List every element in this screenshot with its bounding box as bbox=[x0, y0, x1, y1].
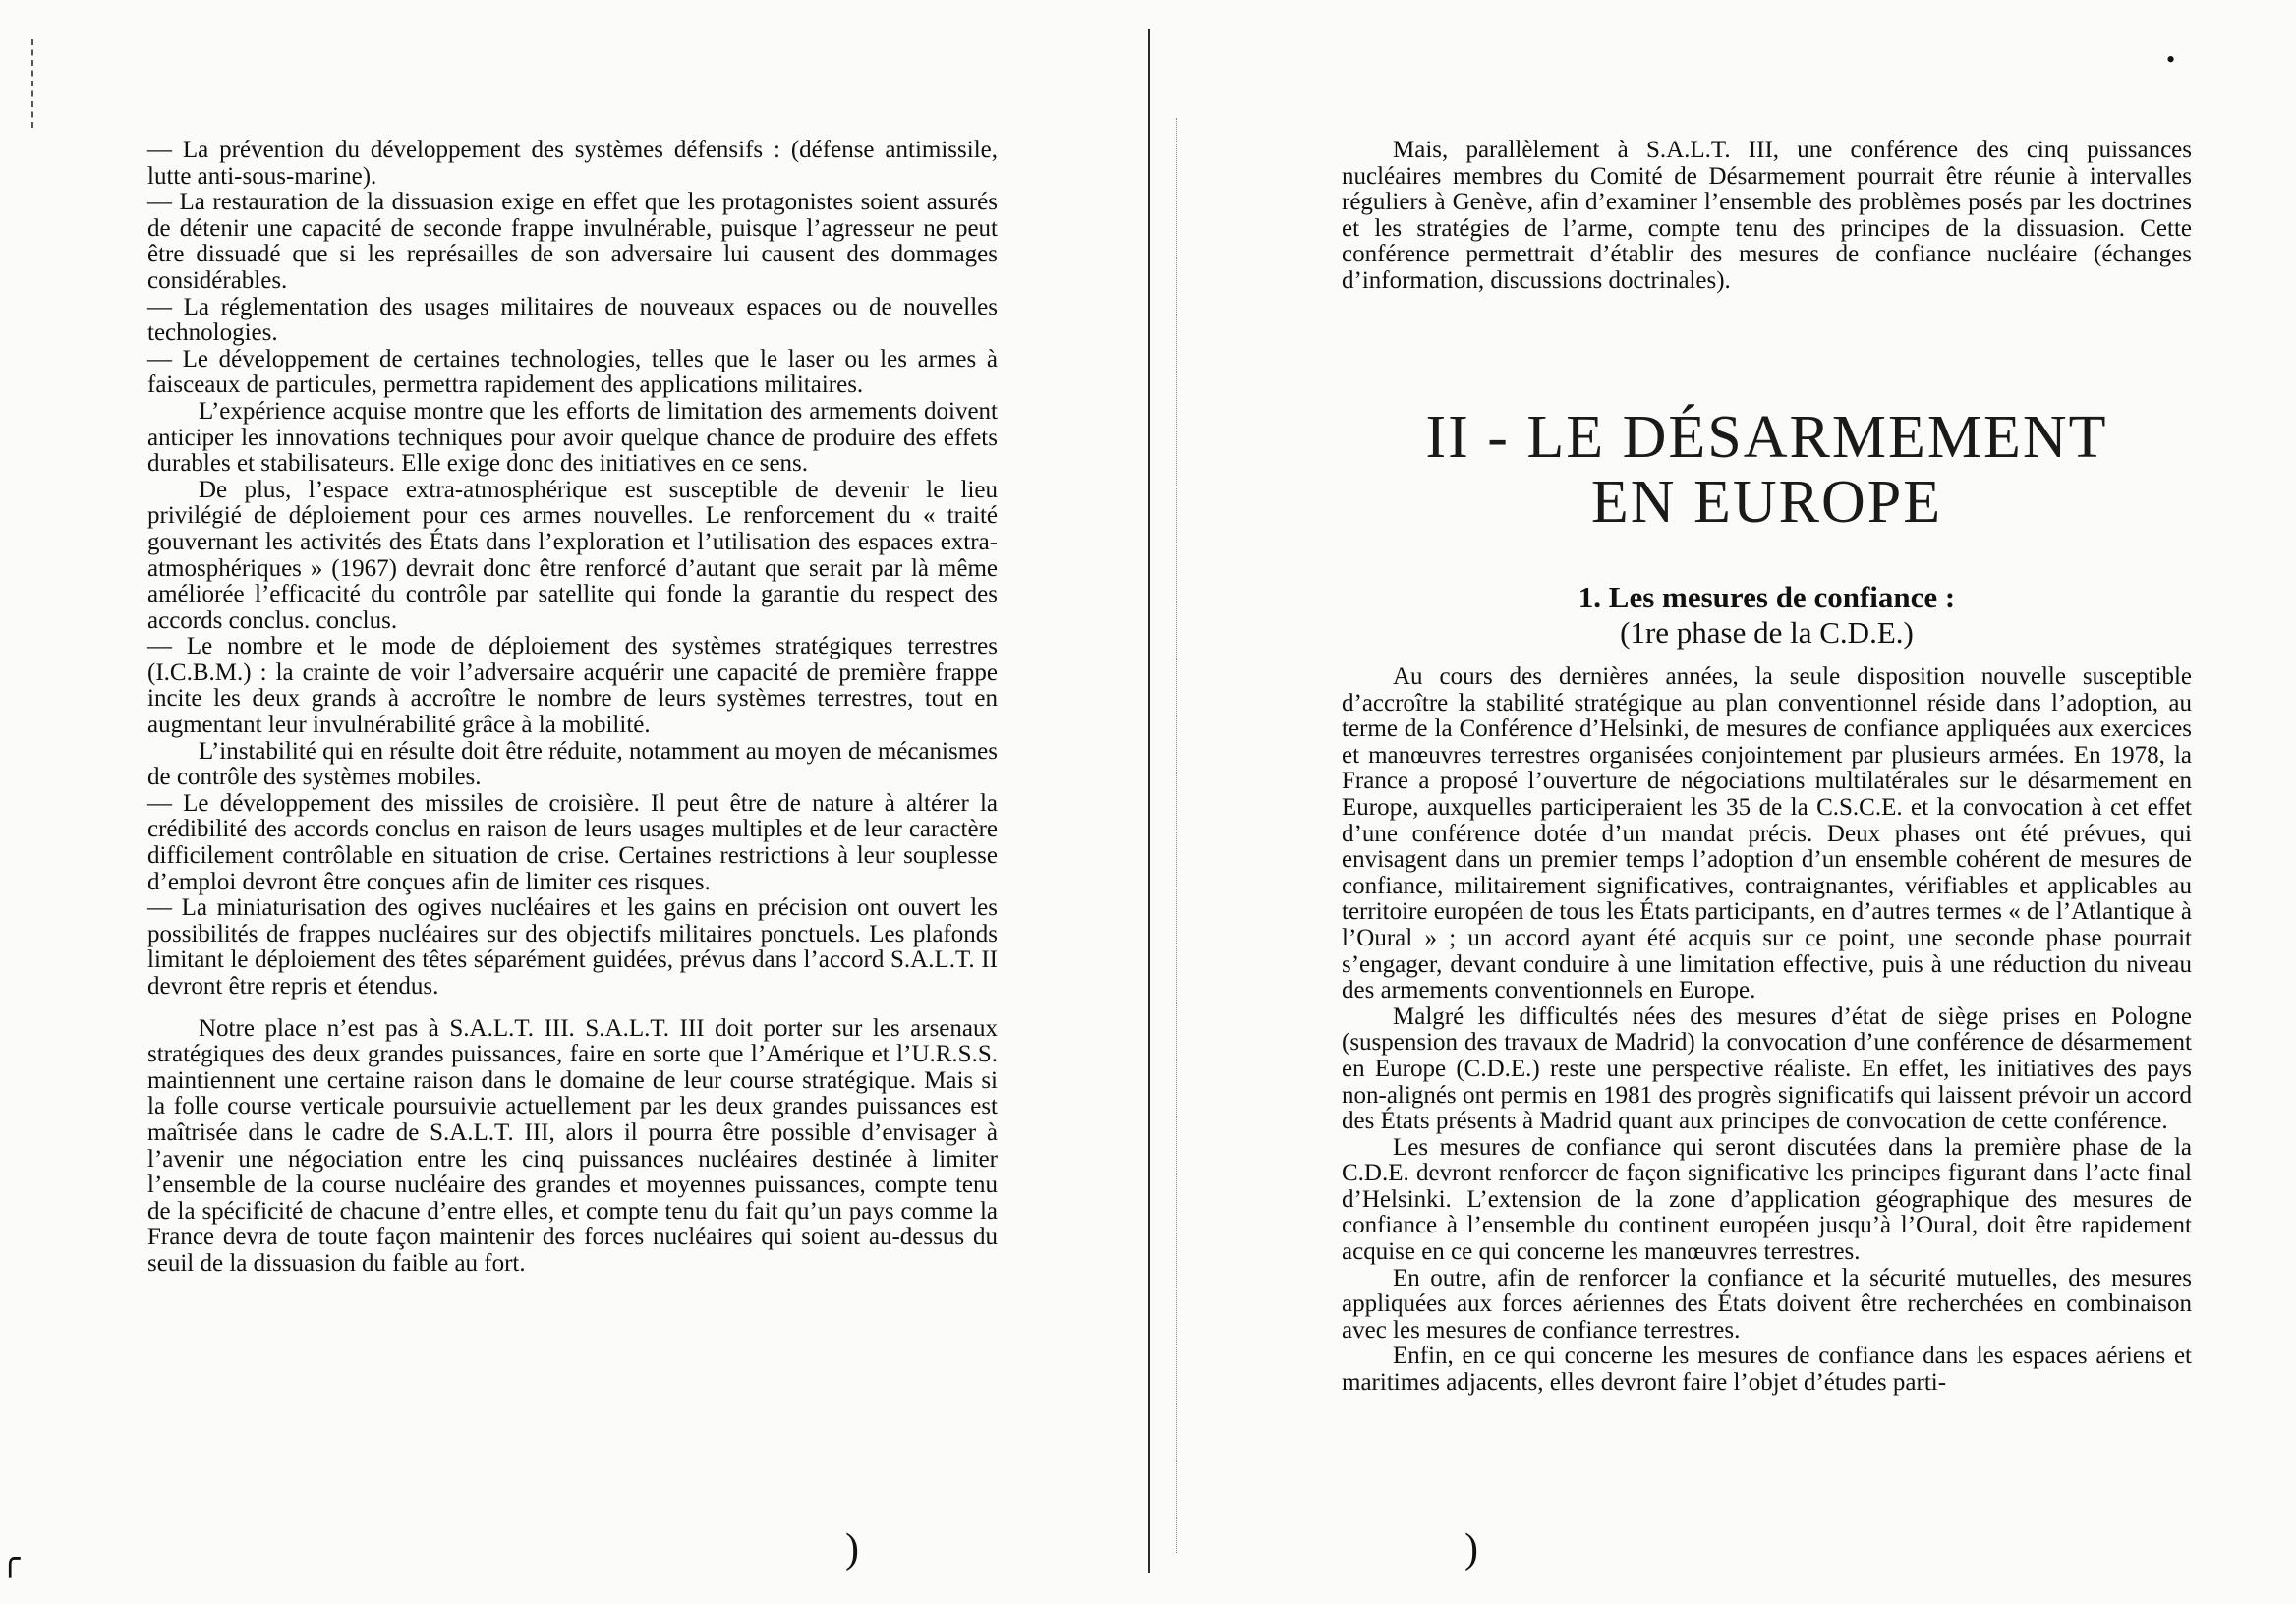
right-paragraph: Enfin, en ce qui concerne les mesures de confiance dans les espaces aériens et maritimes adjacents, elles devront faire l’objet d’études parti- bbox=[1342, 1343, 2192, 1397]
right-paragraph: Au cours des dernières années, la seule disposition nouvelle susceptible d’accroître la stabilité stratégique au plan conventionnel réside dans l’adoption, au terme de la Conférence d’Helsinki, de mesures de confiance appliquées aux exercices et manœuvres terrestres organisées conjointement par plusieurs armées. En 1978, la France a proposé l’ouverture de négociations multilatérales sur le désarmement en Europe, auxquelles participeraient les 35 de la C.S.C.E. et la convocation à cet effet d’une conférence dotée d’un mandat précis. Deux phases ont été prévues, qui envisagent dans un premier temps l’adoption d’un ensemble cohérent de mesures de confiance, militairement significatives, contraignantes, vérifiables et applicables au territoire européen de tous les États participants, en d’autres termes « de l’Atlantique à l’Oural » ; un accord ayant été acquis sur ce point, une seconde phase pourrait s’engager, devant conduire à une limitation effective, puis à une réduction du niveau des armements conventionnels en Europe. bbox=[1342, 663, 2192, 1004]
page-gutter bbox=[1148, 29, 1150, 1573]
left-paragraph: — La miniaturisation des ogives nucléaires et les gains en précision ont ouvert les possibilités de frappes nucléaires sur des objectifs militaires ponctuels. Les plafonds limitant le déploiement des têtes séparément guidées, prévus dans l’accord S.A.L.T. II devront être repris et étendus. bbox=[147, 894, 998, 1000]
right-page-intro-block bbox=[1342, 138, 2192, 295]
left-paragraph: L’expérience acquise montre que les efforts de limitation des armements doivent anticiper les innovations techniques pour avoir quelque chance de produire des effets durables et stabilisateurs. Elle exige donc des initiatives en ce sens. bbox=[147, 397, 998, 478]
left-paragraph: — Le nombre et le mode de déploiement des systèmes stratégiques terrestres (I.C.B.M.) : la crainte de voir l’adversaire acquérir une capacité de première frappe incite les deux grands à accroître le nombre de leurs systèmes terrestres, tout en augmentant leur invulnérabilité grâce à la mobilité. bbox=[147, 633, 998, 739]
scan-edge-mark bbox=[31, 39, 33, 128]
left-paragraph: — La réglementation des usages militaires de nouveaux espaces ou de nouvelles technologies. bbox=[147, 293, 998, 347]
part-title bbox=[1342, 405, 2192, 535]
right-page-mark: ) bbox=[1464, 1526, 1478, 1572]
part-title-line-2: EN EUROPE bbox=[1590, 469, 1943, 536]
library-stamp bbox=[2218, 87, 2296, 168]
left-paragraph: — La restauration de la dissuasion exige en effet que les protagonistes soient assurés de détenir une capacité de seconde frappe invulnérable, puisque l’agresseur ne peut être dissuadé que si les représailles de son adversaire lui causent des dommages considérables. bbox=[147, 189, 998, 294]
left-paragraph: L’instabilité qui en résulte doit être réduite, notamment au moyen de mécanismes de contrôle des systèmes mobiles. bbox=[147, 737, 998, 791]
part-title-line-1: II - LE DÉSARMEMENT bbox=[1425, 404, 2108, 471]
scan-speck: • bbox=[2166, 45, 2176, 74]
left-paragraph: De plus, l’espace extra-atmosphérique est susceptible de devenir le lieu privilégié de déploiement pour ces armes nouvelles. Le renforcement du « traité gouvernant les activités des États dans l’exploration et l’utilisation des espaces extra-atmosphériques » (1967) devrait donc être renforcé d’autant que serait par là même améliorée l’efficacité du contrôle par satellite qui fonde la garantie du respect des accords conclus. conclus. bbox=[147, 476, 998, 634]
right-intro-paragraph: Mais, parallèlement à S.A.L.T. III, une conférence des cinq puissances nucléaires membres du Comité de Désarmement pourrait être réunie à intervalles réguliers à Genève, afin d’examiner l’ensemble des problèmes posés par les doctrines et les stratégies de l’arme, compte tenu des principes de la dissuasion. Cette conférence permettrait d’établir des mesures de confiance nucléaire (échanges d’information, discussions doctrinales). bbox=[1342, 137, 2192, 294]
section-title: 1. Les mesures de confiance : bbox=[1578, 580, 1956, 614]
right-page-body bbox=[1342, 664, 2192, 1397]
corner-scan-mark: ╭ bbox=[0, 1541, 21, 1577]
left-paragraph: Notre place n’est pas à S.A.L.T. III. S.A.L.T. III doit porter sur les arsenaux stratégiques des deux grandes puissances, faire en sorte que l’Amérique et l’U.R.S.S. maintiennent une certaine raison dans le domaine de leur course stratégique. Mais si la folle course verticale poursuivie actuellement par les deux grandes puissances est maîtrisée dans le cadre de S.A.L.T. III, alors il pourra être possible d’envisager à l’avenir une négociation entre les cinq puissances nucléaires destinée à limiter l’ensemble de la course nucléaire des grandes et moyennes puissances, compte tenu de la spécificité de chacune d’entre elles, et compte tenu du fait qu’un pays comme la France devra de toute façon maintenir des forces nucléaires qui soient au-dessus du seuil de la dissuasion du faible au fort. bbox=[147, 1014, 998, 1277]
right-paragraph: Malgré les difficultés nées des mesures d’état de siège prises en Pologne (suspension des travaux de Madrid) la convocation d’une conférence de désarmement en Europe (C.D.E.) reste une perspective réaliste. En effet, les initiatives des pays non-alignés ont permis en 1981 des progrès significatifs qui laissent prévoir un accord des États présents à Madrid quant aux principes de convocation de cette conférence. bbox=[1342, 1002, 2192, 1135]
section-subtitle: (1re phase de la C.D.E.) bbox=[1620, 615, 1914, 650]
left-paragraph: — Le développement des missiles de croisière. Il peut être de nature à altérer la crédibilité des accords conclus en raison de leurs usages multiples et de leur caractère difficilement contrôlable en situation de crise. Certaines restrictions à leur souplesse d’emploi devront être conçues afin de limiter ces risques. bbox=[147, 789, 998, 895]
gutter-shadow bbox=[1176, 118, 1177, 1553]
left-page bbox=[147, 138, 998, 1278]
section-heading bbox=[1342, 580, 2192, 651]
right-paragraph: Les mesures de confiance qui seront discutées dans la première phase de la C.D.E. devront renforcer de façon significative les principes figurant dans l’acte final d’Helsinki. L’extension de la zone d’application géographique des mesures de confiance à l’ensemble du continent européen jusqu’à l’Oural, doit être rapidement acquise en ce qui concerne les manœuvres terrestres. bbox=[1342, 1133, 2192, 1266]
left-paragraph: — La prévention du développement des systèmes défensifs : (défense antimissile, lutte anti-sous-marine). bbox=[147, 137, 998, 190]
left-paragraph: — Le développement de certaines technologies, telles que le laser ou les armes à faisceaux de particules, permettra rapidement des applications militaires. bbox=[147, 345, 998, 399]
right-paragraph: En outre, afin de renforcer la confiance et la sécurité mutuelles, des mesures appliquées aux forces aériennes des États doivent être recherchées en combinaison avec les mesures de confiance terrestres. bbox=[1342, 1264, 2192, 1344]
left-page-mark: ) bbox=[845, 1526, 859, 1572]
